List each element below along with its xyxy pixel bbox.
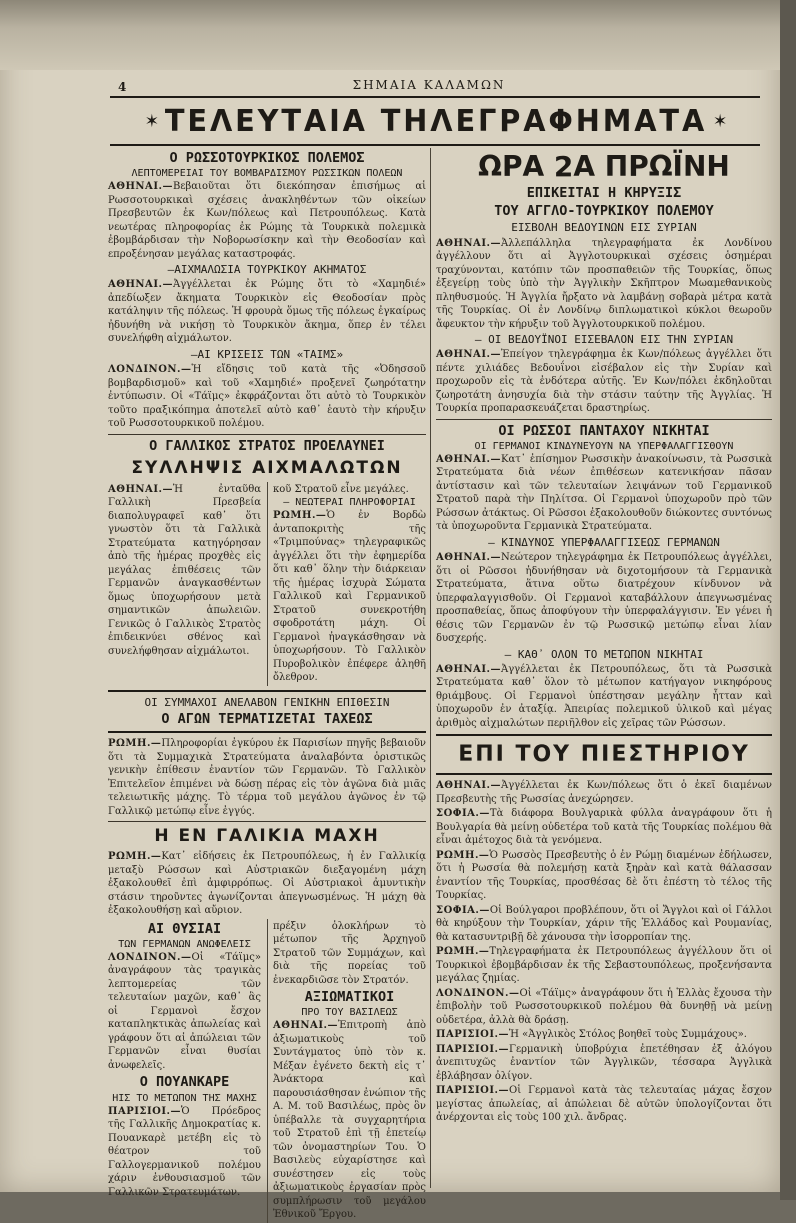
dateline: ΡΩΜΗ.— [108,851,162,863]
paragraph-text: Γερμανικὴ ὑποβρύχια ἐπετέθησαν ἐξ ἀλόγου ἀνεπιτυχῶς ἐναντίον τῶν Ἀγγλικῶν, τέσσαρα Ἀγγλικὰ ἐβλάβησαν ὀλίγον. [436,1043,772,1082]
article-paragraph [436,237,772,332]
paragraph-text: Οἱ «Τάϊμς» ἀναγράφουν τὰς τραγικὰς λεπτομερείας τῶν τελευταίων μαχῶν, καθ᾽ ἃς οἱ Γερμανοὶ ἔσχον καταπληκτικὰς ἀπωλείας καὶ γράφουν ὅτι αἱ ἀπώλειαι τῶν Γερμανῶν εἶναι θυσίαι ἀνωφελεῖς. [108,951,261,1071]
article-subheadline: ΤΟΥ ΑΓΓΛΟ-ΤΟΥΡΚΙΚΟΥ ΠΟΛΕΜΟΥ [494,203,714,220]
dateline: ΡΩΜΗ.— [273,510,327,522]
paragraph-text: Ἡ εἴδησις τοῦ κατὰ τῆς «Ὀδησσοῦ βομβαρδισμοῦ» καὶ τοῦ «Χαμηδιέ» προξενεῖ ζωηρότατην ἐντύπωσιν. Οἱ «Τάϊμς» ἐκφράζονται ὅτι αὐτὸ τὸ Τουρκικὸν τοῦτο πραξικόπημα ἀποτελεῖ αὐτὸ καθ᾽ ἑαυτὸ τὴν κήρυξιν τοῦ Ρωσσοτουρκικοῦ πολέμου. [108,364,426,430]
dateline: ΑΘΗΝΑΙ.— [436,349,501,361]
article-headline: ΑΙ ΘΥΣΙΑΙ [147,920,222,937]
article-headline: Ο ΓΑΛΛΙΚΟΣ ΣΤΡΑΤΟΣ ΠΡΟΕΛΑΥΝΕΙ [149,437,385,454]
dateline: ΛΟΝΔΙΝΟΝ.— [436,987,520,999]
dateline: ΛΟΝΔΙΝΟΝ.— [108,951,192,963]
article-subheadline: ΕΙΣΒΟΛΗ ΒΕΔΟΥΙΝΩΝ ΕΙΣ ΣΥΡΙΑΝ [511,221,697,235]
masthead-rule [110,144,760,146]
header-rule [110,96,760,98]
paragraph-text: Οἱ Γερμανοὶ κατὰ τὰς τελευταίας μάχας ἔσχον μεγίστας ἀπωλείας, αἱ ἀπώλειαι δὲ αὐτῶν ὑπολογίζονται ὅτι ἀνέρχονται εἰς τοὺς 100 χιλ. ἄνδρας. [436,1085,772,1124]
dateline: ΡΩΜΗ.— [436,849,490,861]
dateline: ΡΩΜΗ.— [108,738,162,750]
article-paragraph [436,904,772,945]
dateline: ΑΘΗΝΑΙ.— [436,237,501,249]
article-headline: ΟΙ ΣΥΜΜΑΧΟΙ ΑΝΕΛΑΒΟΝ ΓΕΝΙΚΗΝ ΕΠΙΘΕΣΙΝ [144,695,390,709]
section-heading: —ΑΙΧΜΑΛΩΣΙΑ ΤΟΥΡΚΙΚΟΥ ΑΚΗΜΑΤΟΣ [167,263,367,277]
section-heading: — ΟΙ ΒΕΔΟΥΪΝΟΙ ΕΙΣΕΒΑΛΟΝ ΕΙΣ ΤΗΝ ΣΥΡΙΑΝ [474,333,734,347]
section-heading: — ΚΙΝΔΥΝΟΣ ΥΠΕΡΦΑΛΑΓΓΙΣΕΩΣ ΓΕΡΜΑΝΩΝ [488,535,720,549]
divider [108,434,426,435]
article-paragraph [436,779,772,806]
article-headline: ΩΡΑ 2Α ΠΡΩΪΝΗ [478,150,730,183]
paragraph-text: Τὰ διάφορα Βουλγαρικὰ φύλλα ἀναγράφουν ὅτι ἡ Βουλγαρία θὰ μείνῃ οὐδετέρα τοῦ κατὰ τῆς Τουρκίας πολέμου θὰ εἶναι ἀμέτοχος διὰ τὰ γενόμενα. [436,808,772,847]
paragraph-text: Κατ᾽ εἰδήσεις ἐκ Πετρουπόλεως, ἡ ἐν Γαλλικίᾳ μεταξὺ Ρώσσων καὶ Αὐστριακῶν διεξαγομένη μάχη ἐξακολουθεῖ ἐπὶ ἀμφιρρόπως. Οἱ Αὐστριακοὶ ἀμυντικὴν στάσιν τηροῦντες ἀγωνίζονται ἀπεγνωσμένως. Ἡ μάχη θὰ ἐξακολουθήσῃ καὶ αὔριον. [108,851,426,917]
page-number: 4 [118,80,127,94]
article-big-headline: Ο ΑΓΩΝ ΤΕΡΜΑΤΙΖΕΤΑΙ ΤΑΧΕΩΣ [161,710,373,727]
paragraph-text: Τηλεγραφήματα ἐκ Πετρουπόλεως ἀγγέλλουν ὅτι οἱ Τουρκικοὶ ἐβομβάρδισαν ἐκ τῆς Σεβαστουπόλεως, προξενήσαντα μεγάλας ζημίας. [436,946,772,985]
dateline: ΣΟΦΙΑ.— [436,808,490,820]
two-column-block [108,482,426,686]
divider [108,821,426,822]
paragraph-text: Ἐπείγον τηλεγράφημα ἐκ Κων/πόλεως ἀγγέλλει ὅτι πέντε χιλιάδες Βεδουΐνοι εἰσέβαλον εἰς τὴν Συρίαν καὶ προχωροῦν εἰς τὰ ἐνδότερα αὐτῆς. Ἐν Κων/πόλει ἐκδηλοῦται ζωηροτάτη ἀνησυχία διὰ τὴν στάσιν ταύτην τῆς Ἀγγλίας. Ἡ Τουρκία προπαρασκευάζεται δραστηρίως. [436,349,772,415]
article-headline: ΕΠΙΚΕΙΤΑΙ Η ΚΗΡΥΞΙΣ [526,185,682,201]
article-paragraph [436,453,772,534]
paragraph-text: Ἀγγέλλεται ἐκ Ρώμης ὅτι τὸ «Χαμηδιέ» ἀπεδίωξεν ἄκηματα Τουρκικὸν εἰς Θεοδοσίαν πρὸς κατάληψιν τῆς πόλεως. Ἡ φρουρὰ ὅμως τῆς πόλεως ἐγκαίρως ἠδυνήθη νὰ νικήσῃ τὸ Τουρκικὸν ἄκημα, ὅπερ ἐν τέλει συνελήφθη αἰχμάλωτον. [108,279,426,345]
paragraph-text: Ὁ Πρόεδρος τῆς Γαλλικῆς Δημοκρατίας κ. Πουανκαρὲ μετέβη εἰς τὸ θέατρον τοῦ Γαλλογερμανικοῦ πολέμου χάριν ἐνθουσιασμοῦ τῶν Γαλλικῶν Στρατευμάτων. [108,1105,261,1198]
dateline: ΑΘΗΝΑΙ.— [273,1020,338,1032]
paragraph-text: Βεβαιοῦται ὅτι διεκόπησαν ἐπισήμως αἱ Ρωσσοτουρκικαὶ σχέσεις ἀνακληθέντων τῶν οἰκείων Πρεσβευτῶν ἐκ Κων/πόλεως καὶ Πετρουπόλεως. Κατὰ νεωτέρας πληροφορίας ἐκ Ρώμης τὰ Τουρκικὰ πολεμικὰ ἐβομβάρδισαν τὴν Νοβορωσίσκην καὶ τὴν Θεοδοσίαν καὶ επροξένησαν μεγάλας καταστροφάς. [108,181,426,260]
headline-frame [108,690,426,733]
paragraph-text: Ἡ «Ἀγγλικὸς Στόλος βοηθεῖ τοὺς Συμμάχους». [509,1029,747,1041]
article-paragraph [436,849,772,903]
dateline: ΠΑΡΙΣΙΟΙ.— [108,1105,182,1117]
paragraph-text: Ἀγγέλλεται ἐκ Κων/πόλεως ὅτι ὁ ἐκεῖ διαμένων Πρεσβευτὴς τῆς Ρωσσίας ἀνεχώρησεν. [436,780,772,805]
paragraph-text: Οἱ «Τάϊμς» ἀναγράφουν ὅτι ἡ Ἑλλὰς ἔχουσα τὴν ἐπιβολὴν τοῦ Ρωσσοτουρκικοῦ πολέμου θὰ δυνηθῇ νὰ μείνῃ οὐδετέρα, ἀλλὰ θὰ δράσῃ. [436,987,772,1026]
dateline: ΑΘΗΝΑΙ.— [436,453,501,465]
dateline: ΠΑΡΙΣΙΟΙ.— [436,1029,510,1041]
left-column [108,148,426,1223]
ornament-right-icon: ✶ [712,110,728,132]
section-heading: — ΚΑΘ᾽ ΟΛΟΝ ΤΟ ΜΕΤΩΠΟΝ ΝΙΚΗΤΑΙ [504,647,704,661]
article-headline: ΟΙ ΡΩΣΣΟΙ ΠΑΝΤΑΧΟΥ ΝΙΚΗΤΑΙ [498,422,710,439]
article-paragraph [108,278,426,346]
dateline: ΑΘΗΝΑΙ.— [436,780,501,792]
article-paragraph [108,1105,261,1200]
paragraph-text: Οἱ Βούλγαροι προβλέπουν, ὅτι οἱ Ἄγγλοι καὶ οἱ Γάλλοι θὰ κηρύξουν τὴν Τουρκίαν, χάριν τῆς Ἑλλάδος καὶ Ρουμανίας, θὰ κατασυντριβῇ δὲ χάνουσα τὴν ἰσορροπίαν της. [436,904,772,943]
article-subheadline: ΗΙΣ ΤΟ ΜΕΤΩΠΟΝ ΤΗΣ ΜΑΧΗΣ [112,1092,257,1104]
two-column-block [108,919,426,1223]
dateline: ΠΑΡΙΣΙΟΙ.— [436,1043,510,1055]
paragraph-text: Ὁ Ρωσσὸς Πρεσβευτὴς ὁ ἐν Ρώμῃ διαμένων ἐδήλωσεν, ὅτι ἡ Ρωσσία θὰ πολεμήσῃ κατὰ ξηρὰν καὶ κατὰ θάλασσαν ἐναντίον τῆς Τουρκίας, προσθέσας δὲ ὅτι ἐπέστη τὸ τέλος τῆς Τουρκίας. [436,849,772,902]
article-paragraph [108,363,426,431]
paragraph-text: Ἐπιτροπὴ ἀπὸ ἀξιωματικοὺς τοῦ Συντάγματος ὑπὸ τὸν κ. Μέξαν ἐγένετο δεκτὴ εἰς τ᾽ Ἀνάκτορα καὶ παρουσιάσθησαν ἐνώπιον τῆς Α. Μ. τοῦ Βασιλέως, πρὸς ὃν ὑπέβαλλε τὰ συγχαρητήρια τοῦ Στρατοῦ ἐπὶ τῇ ἐπετείῳ τῶν ὀνομαστηρίων Του. Ὁ Βασιλεὺς εὐχαρίστησε καὶ συνέστησεν εἰς τοὺς ἀξιωματικοὺς ἐργασίαν πρὸς συμπλήρωσιν τοῦ μεγάλου Ἐθνικοῦ Ἔργου. [273,1020,426,1221]
article-paragraph [436,348,772,416]
article-paragraph [436,945,772,986]
dateline: ΑΘΗΝΑΙ.— [108,483,173,495]
dateline: ΛΟΝΔΙΝΟΝ.— [108,364,192,376]
dateline: ΑΘΗΝΑΙ.— [108,279,173,291]
article-paragraph [273,1019,426,1222]
newspaper-name: ΣΗΜΑΙΑ ΚΑΛΑΜΩΝ [352,78,506,92]
dateline: ΑΘΗΝΑΙ.— [436,663,501,675]
article-paragraph [108,483,261,659]
dateline: ΡΩΜΗ.— [436,946,490,958]
paragraph-text: Ἀλλεπάλληλα τηλεγραφήματα ἐκ Λονδίνου ἀγγέλλουν ὅτι αἱ Ἀγγλοτουρκικαὶ σχέσεις ὁσημέραι τραχύνονται, κατόπιν τῶν προσπαθειῶν τῆς Τουρκίας, ὅπως ἐξεγείρῃ τοὺς ὑπὸ τὴν Ἀγγλικὴν Σκῆπτρον Μωαμεθανικοὺς πληθυσμούς. Ἡ Ἀγγλία ἤρξατο νὰ λαμβάνῃ σοβαρὰ μέτρα κατὰ τῆς Τουρκίας. Οἱ ἐν Λονδίνῳ διπλωματικοὶ κύκλοι θεωροῦν ἄφευκτον τὴν κήρυξιν τοῦ Ἀγγλοτουρκικοῦ πολέμου. [436,237,772,330]
right-column [436,148,772,1126]
paragraph-text: Νεώτερον τηλεγράφημα ἐκ Πετρουπόλεως ἀγγέλλει, ὅτι οἱ Ρῶσσοι ἠδυνήθησαν νὰ διχοτομήσουν τὰ Γερμανικὰ Στρατεύματα, ἅτινα οὕτω διατρέχουν κίνδυνον νὰ ὑπερφαλαγγισθοῦν. Οἱ Γερμανοὶ καταβάλλουν ἀπεγνωσμένας προσπαθείας, ὅπως ἀποφύγουν τὴν ὑπερφαλάγγισιν. Ἐν γένει ἡ θέσις τῶν Γερμανῶν ἐν τῷ Ρωσσικῷ μετώπῳ εἶναι λίαν δυσχερής. [436,552,772,645]
article-paragraph [436,1043,772,1084]
article-subheadline: ΠΡΟ ΤΟΥ ΒΑΣΙΛΕΩΣ [301,1007,398,1019]
page-edge-shadow [780,0,796,1200]
article-paragraph: πρέξιν ὁλοκλήρων τὸ μέτωπον τῆς Ἀρχηγοῦ Στρατοῦ τῶν Συμμάχων, καὶ διὰ τῆς πορείας τοῦ ἐνεκαρδιῶσε τὸν Στρατόν. [273,920,426,986]
headline-frame [436,734,772,775]
dateline: ΑΘΗΝΑΙ.— [436,552,501,564]
article-paragraph: κοῦ Στρατοῦ εἶνε μεγάλες. [273,483,409,495]
article-paragraph [436,1028,772,1042]
article-paragraph [436,551,772,646]
article-paragraph [436,987,772,1028]
article-headline: ΕΠΙ ΤΟΥ ΠΙΕΣΤΗΡΙΟΥ [458,742,750,768]
article-subheadline: ΤΩΝ ΓΕΡΜΑΝΩΝ ΑΝΩΦΕΛΕΙΣ [118,938,251,950]
article-paragraph [436,663,772,731]
article-paragraph [273,509,426,685]
article-paragraph [108,850,426,918]
article-headline: Η ΕΝ ΓΑΛΙΚΙΑ ΜΑΧΗ [154,826,380,847]
article-paragraph [108,737,426,818]
article-paragraph [436,1084,772,1125]
dateline: ΑΘΗΝΑΙ.— [108,181,173,193]
article-big-headline: ΣΥΛΛΗΨΙΣ ΑΙΧΜΑΛΩΤΩΝ [131,457,403,478]
section-heading: — ΝΕΩΤΕΡΑΙ ΠΛΗΡΟΦΟΡΙΑΙ [283,497,416,509]
paragraph-text: Πληροφορίαι ἐγκύρου ἐκ Παρισίων πηγῆς βεβαιοῦν ὅτι τὰ Συμμαχικὰ Στρατεύματα ἀναλαβόντα ὁριστικῶς γενικὴν ἐπίθεσιν ἐναντίον τῶν Γερμανῶν. Τὸ Γαλλικὸν Ἐπιτελεῖον ἐπιμένει νὰ δώσῃ πέρας εἰς τὸν ἀγῶνα διὰ μιᾶς τελειωτικῆς μάχης. Τὸ τέρμα τοῦ μεγάλου ἀγῶνος ἐν τῷ Γαλλικῷ μετώπῳ εἶνε ἐγγύς. [108,738,426,817]
paragraph-text: Ἡ ἐνταῦθα Γαλλικὴ Πρεσβεία διαπολυγραφεῖ καθ᾽ ὅτι γνωστὸν ὅτι τὰ Γαλλικὰ Στρατεύματα κατηγόρησαν ἀπὸ τῆς ἡμέρας προχθὲς εἰς μεγάλας ἐπιθέσεις τῶν Γερμανῶν ἀναγκασθέντων ὅμως ὑποχωρήσουν μετὰ σημαντικῶν ἀπωλειῶν. Γενικῶς ὁ Γαλλικὸς Στρατὸς ἐπιδεικνύει σθένος καὶ συνελήφθησαν αἰχμάλωτοι. [108,483,261,657]
section-heading: —ΑΙ ΚΡΙΣΕΙΣ ΤΩΝ «ΤΑΙΜΣ» [190,347,344,361]
column-divider [430,148,431,1188]
paragraph-text: Κατ᾽ ἐπίσημον Ρωσσικὴν ἀνακοίνωσιν, τὰ Ρωσσικὰ Στρατεύματα διὰ νέων ἐπιθέσεων κατενικήσαν πᾶσαν ἀντίστασιν καὶ τῶν τελευταίων λειψάνων τοῦ Γερμανικοῦ Στρατοῦ παρὰ τὴν Πηλίτσα. Οἱ Γερμανοὶ ὑποχωροῦν πρὸ τῶν Ρώσσων ἀτάκτως. Οἱ Ρῶσσοι ἐξακολουθοῦν διώκοντες συντόνως τὰ ὑποχωροῦντα Γερμανικὰ Στρατεύματα. [436,453,772,533]
dateline: ΠΑΡΙΣΙΟΙ.— [436,1085,510,1097]
divider [436,419,772,420]
masthead-title: ΤΕΛΕΥΤΑΙΑ ΤΗΛΕΓΡΑΦΗΜΑΤΑ [164,103,708,139]
ornament-left-icon: ✶ [144,110,160,132]
article-subheadline: ΛΕΠΤΟΜΕΡΕΙΑΙ ΤΟΥ ΒΟΜΒΑΡΔΙΣΜΟΥ ΡΩΣΣΙΚΩΝ ΠΟΛΕΩΝ [131,168,403,180]
dateline: ΣΟΦΙΑ.— [436,904,490,916]
article-paragraph [436,807,772,848]
previous-page-edge [0,0,780,70]
article-paragraph [108,180,426,261]
article-headline: Ο ΠΟΥΑΝΚΑΡΕ [139,1074,230,1091]
article-headline: Ο ΡΩΣΣΟΤΟΥΡΚΙΚΟΣ ΠΟΛΕΜΟΣ [169,150,365,166]
article-subheadline: ΟΙ ΓΕΡΜΑΝΟΙ ΚΙΝΔΥΝΕΥΟΥΝ ΝΑ ΥΠΕΡΦΑΛΑΓΓΙΣΘΟΥΝ [474,440,734,452]
masthead [125,100,747,142]
paragraph-text: Ἀγγέλλεται ἐκ Πετρουπόλεως, ὅτι τὰ Ρωσσικὰ Στρατεύματα καθ᾽ ὅλον τὸ μέτωπον κατήγαγον νικηφόρους θριάμβους. Οἱ Γερμανοὶ ὑπέστησαν μεγάλην ἧτταν καὶ ὑποχωροῦν ἐν ἀταξίᾳ. Ἀπειρίας πολεμικοῦ ὑλικοῦ καὶ μέγας ἀριθμὸς αἰχμαλώτων περιῆλθον εἰς χεῖρας τῶν Ρώσσων. [436,663,772,729]
article-paragraph [108,951,261,1073]
paragraph-text: Ὁ ἐν Βορδὼ ἀνταποκριτὴς τῆς «Τριμπούνας» τηλεγραφικῶς ἀγγέλλει ὅτι τὴν ἐφημερίδα ὅτι καθ᾽ ὅλην τὴν διάρκειαν τῆς ἡμέρας ἰσχυρὰ Σώματα Γαλλικοῦ καὶ Γερμανικοῦ Στρατοῦ συνεκροτήθη σφοδροτάτη μάχη. Οἱ Γερμανοὶ ἠναγκάσθησαν νὰ ὑποχωρήσουν. Τὸ Γαλλικὸν Πυροβολικὸν ἐπέφερε ἀληθῆ ὄλεθρον. [273,510,426,684]
article-headline: ΑΞΙΩΜΑΤΙΚΟΙ [304,989,395,1006]
